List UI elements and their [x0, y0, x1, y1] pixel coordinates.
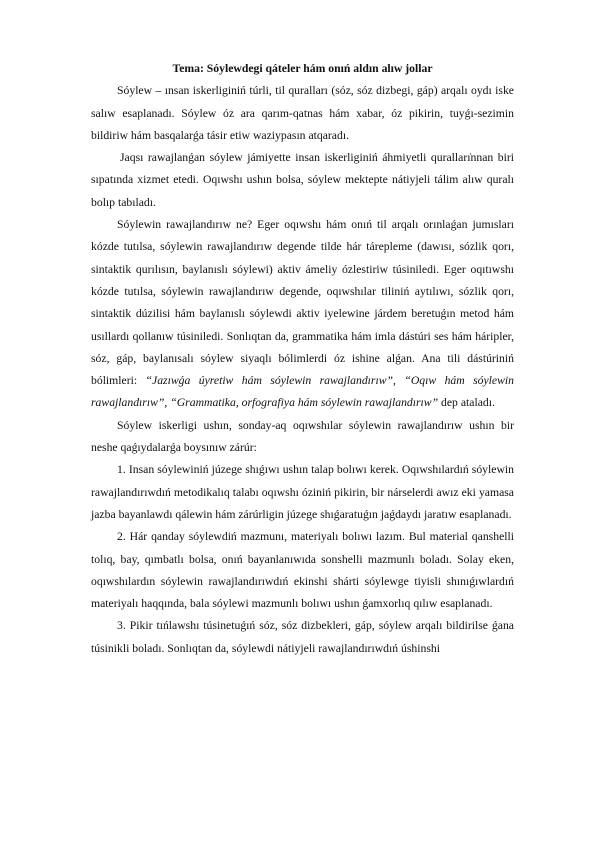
document-title: Tema: Sóylewdegi qáteler hám onıń aldın alıw jollar [172, 62, 433, 75]
paragraph-developed-speech: Jaqsı rawajlanǵan sóylew jámiyette insan iskerliginiń áhmiyetli quralları̇nnan biri sıpatında xizmet etedi. Oqıwshı ushın bolsa, sóylew mektepte nátiyjeli tálim alıw quralı bolıp tabıladı. [91, 151, 514, 209]
curriculum-sections-italic: “Jazıwǵa úyretiw hám sóylewin rawajlandırıw”, “Oqıw hám sóylewin rawajlandırıw”, “Grammatika, orfografiya hám sóylewin rawajlandırıw” [91, 374, 515, 410]
paragraph-text: Sóylewin rawajlandırıw ne? Eger oqıwshı hám onıń til arqalı orınlaǵan jumısları kózde tutılsa, sóylewin rawajlandırıw degende tilde hár tárepleme (dawısı, sózlik qorı, sintaktik qurılısın, baylanıslı sóylewi) aktiv ámeliy ózlestiriw túsiniledi. Eger oqıtıwshı kózde tutılsa, sóylewin rawajlandırıw degende, oqıwshılar tiliniń aytılıwı, sózlik qorı, sintaktik dúzilisi hám baylanıslı sóylewdi aktiv iyelewine járdem beretuǵın metod hám usıllardı qollanıw túsiniledi. Sonlıqtan da, grammatika hám imla dástúri ses hám háripler, sóz, gáp, baylanısalı sóylew siyaqlı bólimlerdi óz ishine alǵan. Ana tili dástúriniń bólimleri: [91, 218, 514, 388]
paragraph-rule-2: 2. Hár qanday sóylewdiń mazmunı, materiyalı bolıwı lazım. Bul material qanshelli tolıq, bay, qımbatlı bolsa, onıń bayanlanıwıda sonshelli mazmunlı boladı. Solay eken, oqıwshılardın sóylewin rawajlandırıwdıń ekinshi shárti sóylewge tiyisli shınıǵıwlardıń materiyalı haqqında, bala sóylewi mazmunlı bolıwı ushın ǵamxorlıq qılıw esaplanadı. [91, 530, 514, 611]
paragraph-speech-definition: Sóylew – ınsan iskerliginiń túrli, til quralları (sóz, sóz dizbegi, gáp) arqalı oydı iske salıw esaplanadı. Sóylew óz ara qarım-qatnas hám xabar, óz pikirin, tuyǵı-sezimin bildiriw hám basqalarǵa tásir etiw waziypasın atqaradı. [91, 84, 514, 142]
paragraph-speech-development [91, 214, 514, 415]
paragraph-rule-1: 1. Insan sóylewiniń júzege shıǵıwı ushın talap bolıwı kerek. Oqıwshılardıń sóylewin rawajlandırıwdıń metodikalıq talabı oqıwshı óziniń pikirin, bir nárselerdi awız eki yamasa jazba bayanlawdı qálewin hám zárúrligin júzege shıǵaratuǵın jaǵdaydı jaratıw esaplanadı. [91, 463, 514, 521]
document-page [91, 58, 514, 660]
paragraph-text: dep ataladı. [438, 396, 495, 410]
paragraph-rule-3: 3. Pikir tıńlawshı túsinetuǵıń sóz, sóz dizbekleri, gáp, sóylew arqalı bildirilse ǵana túsinikli boladı. Sonlıqtan da, sóylewdi nátiyjeli rawajlandırıwdıń úshinshi [91, 619, 514, 655]
paragraph-rules-intro: Sóylew iskerligi ushın, sonday-aq oqıwshılar sóylewin rawajlandırıw ushın bir neshe qaǵıydalarǵa boysınıw zárúr: [91, 418, 514, 455]
